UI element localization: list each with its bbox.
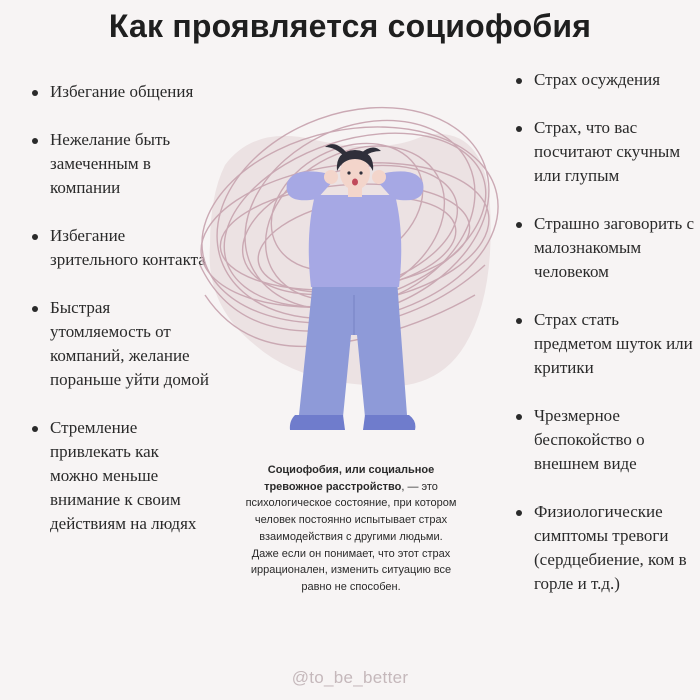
author-handle: @to_be_better: [291, 668, 409, 687]
list-item: Физиологические симптомы тревоги (сердцебиение, ком в горле и т.д.): [514, 500, 700, 596]
list-item: Нежелание быть замеченным в компании: [30, 128, 210, 200]
definition-text: [245, 462, 457, 596]
list-item: Страх, что вас посчитают скучным или глупым: [514, 116, 700, 188]
left-symptom-list: [30, 80, 210, 536]
list-item: Стремление привлекать как можно меньше внимание к своим действиям на людях: [30, 416, 210, 536]
right-symptom-list: [514, 68, 700, 596]
page-title: Как проявляется социофобия: [108, 8, 592, 44]
definition-term: Социофобия, или социальное тревожное расстройство: [264, 464, 435, 493]
list-item: Чрезмерное беспокойство о внешнем виде: [514, 404, 700, 476]
list-item: Страх осуждения: [514, 68, 700, 92]
list-item: Избегание зрительного контакта: [30, 224, 210, 272]
list-item: Страшно заговорить с малознакомым человеком: [514, 212, 700, 284]
list-item: Быстрая утомляемость от компаний, желание пораньше уйти домой: [30, 296, 210, 392]
list-item: Избегание общения: [30, 80, 210, 104]
anxious-person-illustration: [185, 95, 515, 445]
definition-body: , — это психологическое состояние, при котором человек постоянно испытывает страх взаимодействия с другими людьми. Даже если он понимает, что этот страх иррационален, изменить ситуацию все равно не способен.: [245, 480, 457, 593]
list-item: Страх стать предметом шуток или критики: [514, 308, 700, 380]
